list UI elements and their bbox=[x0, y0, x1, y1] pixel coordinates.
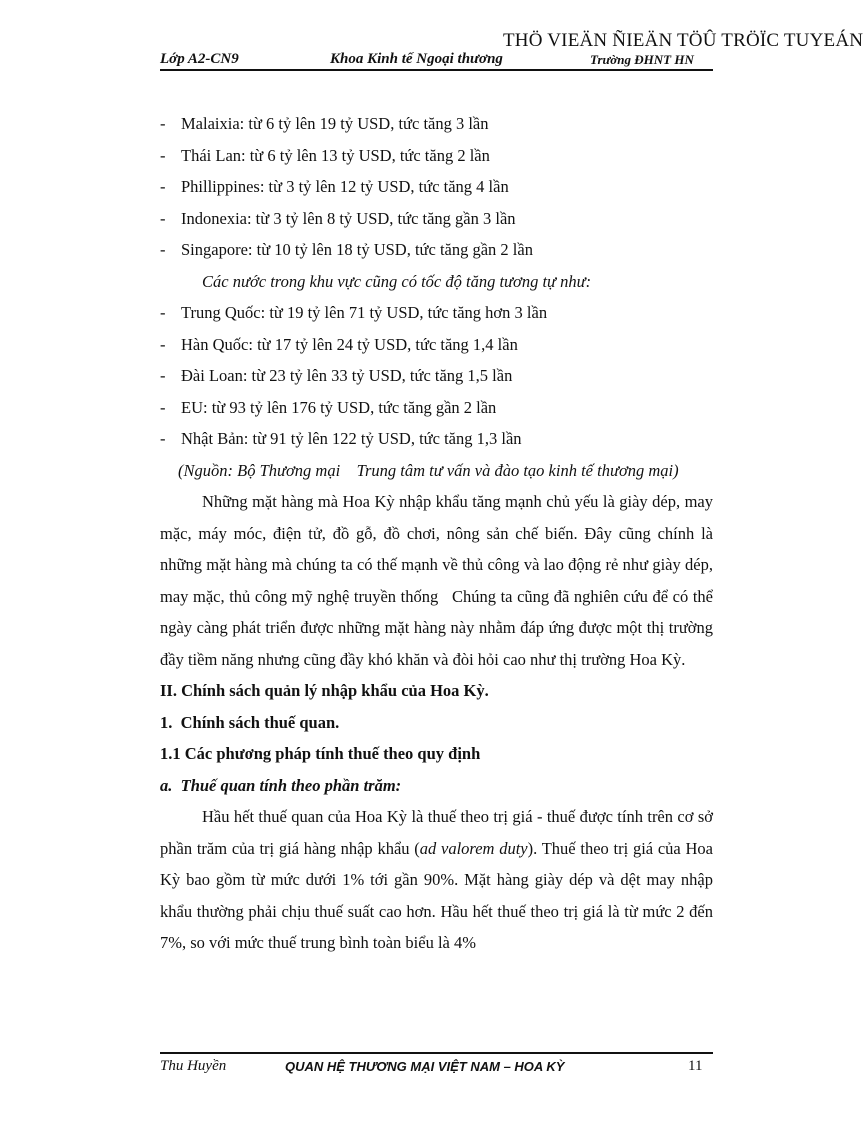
heading-1: 1. Chính sách thuế quan. bbox=[160, 712, 340, 732]
ad-valorem-term: ad valorem duty bbox=[419, 838, 528, 858]
heading-1-1: 1.1 Các phương pháp tính thuế theo quy định bbox=[160, 744, 481, 763]
page-footer bbox=[160, 1052, 713, 1080]
heading-a: a. Thuế quan tính theo phần trăm: bbox=[160, 775, 402, 795]
page-content bbox=[160, 108, 718, 959]
paragraph-tariff: Hầu hết thuế quan của Hoa Kỳ là thuế theo trị giá - thuế được tính trên cơ sở phần trăm của trị giá hàng nhập khẩu (ad valorem duty). Thuế theo trị giá của Hoa Kỳ bao gồm từ mức dưới 1% tới gần 90%. Mặt hàng giày dép và dệt may nhập khẩu thường phải chịu thuế suất cao hơn. Hầu hết thuế theo trị giá là từ mức 2 đến 7%, so với mức thuế trung bình toàn biểu là 4% bbox=[160, 807, 713, 952]
list-item: - Phillippines: từ 3 tỷ lên 12 tỷ USD, tức tăng 4 lần bbox=[160, 177, 509, 196]
footer-title: QUAN HỆ THƯƠNG MẠI VIỆT NAM – HOA KỲ bbox=[285, 1059, 565, 1074]
source-citation: (Nguồn: Bộ Thương mại Trung tâm tư vấn và đào tạo kinh tế thương mại) bbox=[178, 460, 679, 480]
header-school: Trường ĐHNT HN bbox=[590, 52, 694, 67]
list-item: - Singapore: từ 10 tỷ lên 18 tỷ USD, tức tăng gần 2 lần bbox=[160, 240, 533, 259]
watermark-text: THÖ VIEÄN ÑIEÄN TÖÛ TRÖÏC TUYEÁN bbox=[503, 30, 863, 51]
heading-section-II: II. Chính sách quản lý nhập khẩu của Hoa Kỳ. bbox=[160, 681, 489, 700]
list-item: - Thái Lan: từ 6 tỷ lên 13 tỷ USD, tức tăng 2 lần bbox=[160, 145, 490, 165]
regional-note: Các nước trong khu vực cũng có tốc độ tăng tương tự như: bbox=[202, 271, 592, 291]
list-item: - Nhật Bản: từ 91 tỷ lên 122 tỷ USD, tức tăng 1,3 lần bbox=[160, 429, 522, 448]
header-faculty: Khoa Kinh tế Ngoại thương bbox=[330, 51, 503, 67]
list-item: - EU: từ 93 tỷ lên 176 tỷ USD, tức tăng gần 2 lần bbox=[160, 397, 497, 417]
list-item: - Trung Quốc: từ 19 tỷ lên 71 tỷ USD, tức tăng hơn 3 lần bbox=[160, 303, 548, 322]
list-item: - Hàn Quốc: từ 17 tỷ lên 24 tỷ USD, tức tăng 1,4 lần bbox=[160, 334, 518, 354]
footer-author: Thu Huyền bbox=[160, 1058, 227, 1074]
paragraph-imports: Những mặt hàng mà Hoa Kỳ nhập khẩu tăng mạnh chủ yếu là giày dép, may mặc, máy móc, điện tử, đồ gỗ, đồ chơi, nông sản chế biến. Đây cũng chính là những mặt hàng mà chúng ta có thế mạnh về thủ công và lao động rẻ như giày dép, may mặc, thủ công mỹ nghệ truyền thống Chúng ta cũng đã nghiên cứu để có thể ngày càng phát triển được những mặt hàng này nhằm đáp ứng được một thị trường đầy tiềm năng nhưng cũng đầy khó khăn và đòi hỏi cao như thị trường Hoa Kỳ. bbox=[160, 492, 718, 669]
page-number: 11 bbox=[688, 1058, 703, 1074]
list-item: - Malaixia: từ 6 tỷ lên 19 tỷ USD, tức tăng 3 lần bbox=[160, 114, 489, 133]
list-item: - Indonexia: từ 3 tỷ lên 8 tỷ USD, tức tăng gần 3 lần bbox=[160, 208, 516, 228]
page-header bbox=[160, 51, 713, 71]
header-class: Lớp A2-CN9 bbox=[160, 51, 239, 67]
list-item: - Đài Loan: từ 23 tỷ lên 33 tỷ USD, tức tăng 1,5 lần bbox=[160, 366, 513, 385]
